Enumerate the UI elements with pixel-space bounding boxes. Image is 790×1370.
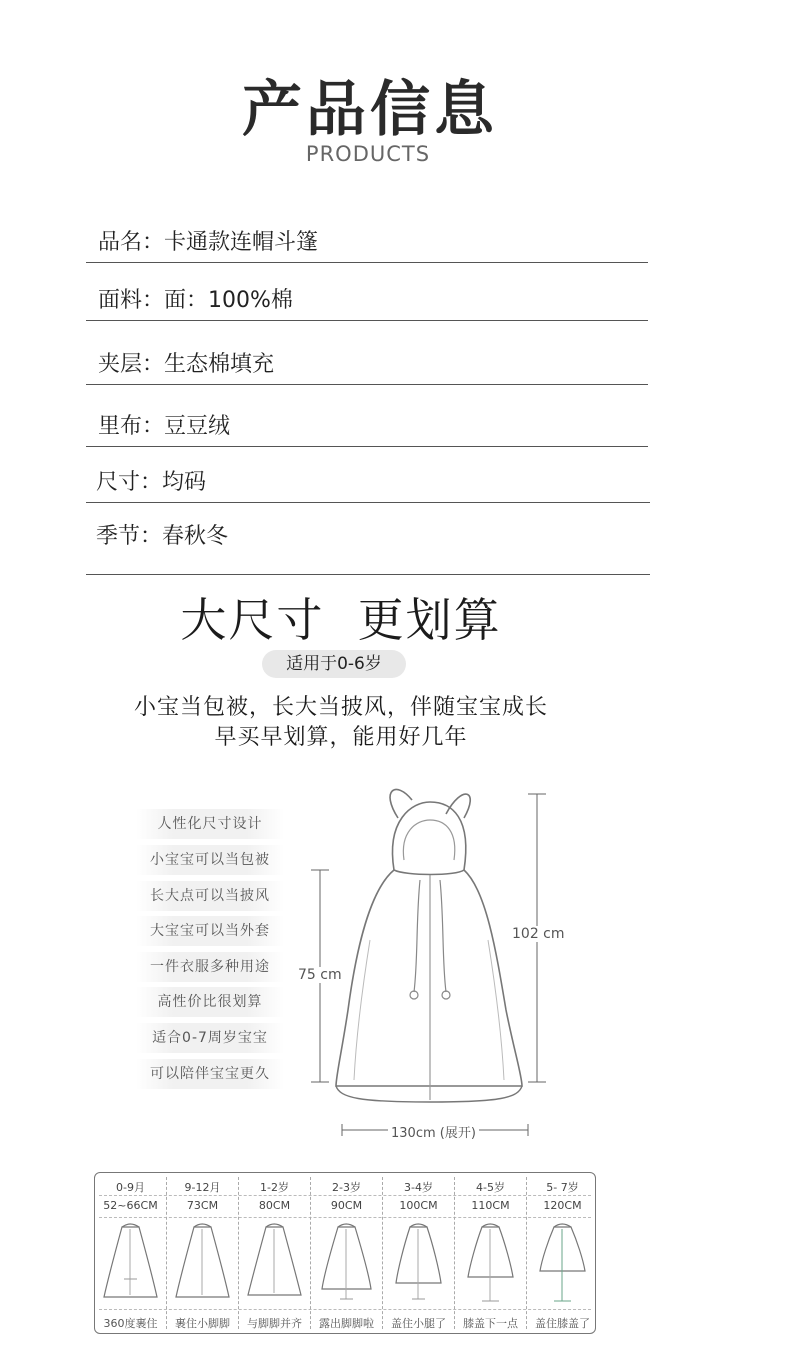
info-row-size xyxy=(86,458,650,503)
size-note: 裹住小脚脚 xyxy=(175,1317,230,1330)
size-age: 2-3岁 xyxy=(332,1181,361,1194)
size-note: 与脚脚并齐 xyxy=(247,1317,302,1330)
cape-thumb-icon xyxy=(532,1219,593,1305)
info-row-name xyxy=(86,222,648,263)
promo-title: 大尺寸 更划算 xyxy=(180,593,502,647)
info-label: 面料： xyxy=(98,288,165,313)
feature-item: 小宝宝可以当包被 xyxy=(136,845,284,875)
feature-item: 人性化尺寸设计 xyxy=(136,809,284,839)
cape-thumb-icon xyxy=(100,1219,161,1305)
size-note: 盖住小腿了 xyxy=(391,1317,446,1330)
cape-thumb-icon xyxy=(316,1219,377,1305)
size-age: 4-5岁 xyxy=(476,1181,505,1194)
cape-illustration xyxy=(300,780,570,1110)
info-value: 豆豆绒 xyxy=(164,414,231,439)
size-age: 0-9月 xyxy=(116,1181,145,1194)
size-age: 1-2岁 xyxy=(260,1181,289,1194)
info-value: 面：100%棉 xyxy=(164,288,293,313)
height-full-label: 102 cm xyxy=(512,926,565,942)
size-length: 120CM xyxy=(543,1199,582,1212)
size-col xyxy=(311,1173,382,1333)
info-label: 季节： xyxy=(96,524,163,549)
size-col xyxy=(455,1173,526,1333)
size-col xyxy=(167,1173,238,1333)
cape-thumb-icon xyxy=(244,1219,305,1305)
info-label: 品名： xyxy=(98,230,165,255)
size-length: 110CM xyxy=(471,1199,510,1212)
width-label: 130cm (展开) xyxy=(388,1122,479,1141)
info-row-filling xyxy=(86,340,648,385)
size-col xyxy=(527,1173,598,1333)
size-col xyxy=(239,1173,310,1333)
size-note: 盖住膝盖了 xyxy=(535,1317,590,1330)
size-age: 9-12月 xyxy=(184,1181,221,1194)
size-col xyxy=(95,1173,166,1333)
feature-item: 大宝宝可以当外套 xyxy=(136,916,284,946)
size-length: 52~66CM xyxy=(103,1199,158,1212)
feature-item: 适合0-7周岁宝宝 xyxy=(136,1023,284,1053)
size-length: 80CM xyxy=(258,1199,291,1212)
info-value: 卡通款连帽斗篷 xyxy=(164,230,319,255)
height-body-label: 75 cm xyxy=(298,967,342,983)
size-note: 360度裹住 xyxy=(103,1317,158,1330)
info-label: 夹层： xyxy=(98,352,165,377)
cape-thumb-icon xyxy=(388,1219,449,1305)
feature-item: 可以陪伴宝宝更久 xyxy=(136,1059,284,1089)
info-label: 尺寸： xyxy=(96,470,163,495)
feature-item: 高性价比很划算 xyxy=(136,987,284,1017)
feature-item: 长大点可以当披风 xyxy=(136,881,284,911)
promo-line-1: 小宝当包被，长大当披风，伴随宝宝成长 xyxy=(133,695,548,720)
size-age: 5- 7岁 xyxy=(546,1181,579,1194)
size-age: 3-4岁 xyxy=(404,1181,433,1194)
age-pill: 适用于0-6岁 xyxy=(262,650,406,678)
promo-line-2: 早买早划算，能用好几年 xyxy=(214,725,468,750)
cape-thumb-icon xyxy=(460,1219,521,1305)
size-note: 露出脚脚啦 xyxy=(319,1317,374,1330)
info-row-fabric xyxy=(86,282,648,321)
info-value: 生态棉填充 xyxy=(164,352,275,377)
page-subtitle: PRODUCTS xyxy=(305,142,431,166)
size-table xyxy=(94,1172,596,1334)
info-label: 里布： xyxy=(98,414,165,439)
info-value: 春秋冬 xyxy=(162,524,229,549)
info-row-lining xyxy=(86,404,648,447)
cape-thumb-icon xyxy=(172,1219,233,1305)
info-value: 均码 xyxy=(162,470,207,495)
size-length: 90CM xyxy=(330,1199,363,1212)
info-row-season xyxy=(86,514,650,575)
page-title: 产品信息 xyxy=(242,75,498,145)
size-length: 100CM xyxy=(399,1199,438,1212)
size-note: 膝盖下一点 xyxy=(463,1317,518,1330)
size-col xyxy=(383,1173,454,1333)
size-length: 73CM xyxy=(186,1199,219,1212)
feature-item: 一件衣服多种用途 xyxy=(136,952,284,982)
